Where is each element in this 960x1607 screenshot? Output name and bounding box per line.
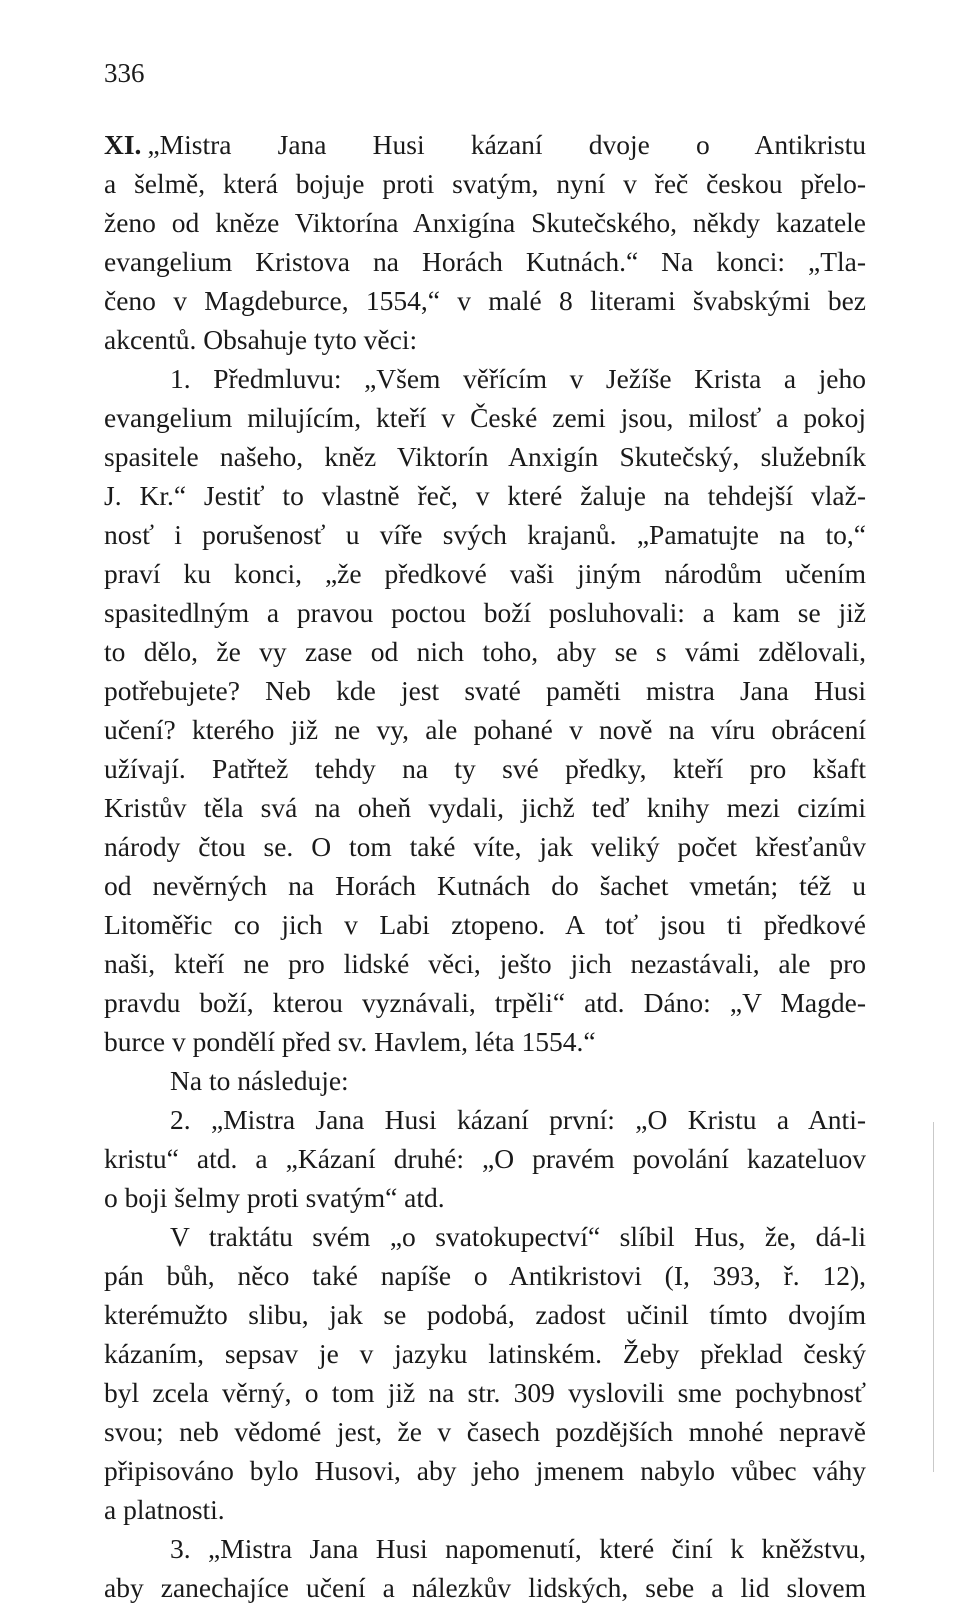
- text-line: aby zanechajíce učení a nálezkův lidských, sebe a lid slovem: [104, 1572, 866, 1603]
- text-line: V traktátu svém „o svatokupectví“ slíbil Hus, že, dá-li: [170, 1221, 866, 1252]
- margin-rule: [933, 1122, 934, 1472]
- text-line: svou; neb vědomé jest, že v časech pozdějších mnohé nepravě: [104, 1416, 866, 1447]
- line-text: „Mistra Jana Husi kázaní dvoje o Antikristu: [147, 129, 866, 160]
- text-line: evangelium milujícím, kteří v České zemi jsou, milosť a pokoj: [104, 402, 866, 433]
- text-line: to dělo, že vy zase od nich toho, aby se s vámi zdělovali,: [104, 636, 866, 667]
- text-line: 1. Předmluvu: „Všem věřícím v Ježíše Krista a jeho: [170, 363, 866, 394]
- text-line: a platnosti.: [104, 1494, 225, 1525]
- text-line: užívají. Patřtež tehdy na ty své předky, kteří pro kšaft: [104, 753, 866, 784]
- text-line: kristu“ atd. a „Kázaní druhé: „O pravém povolání kazateluov: [104, 1143, 866, 1174]
- text-line: nosť i porušenosť u víře svých krajanů. „Pamatujte na to,“: [104, 519, 866, 550]
- text-line: a šelmě, která bojuje proti svatým, nyní v řeč českou přelo-: [104, 168, 866, 199]
- text-line: od nevěrných na Horách Kutnách do šachet vmetán; též u: [104, 870, 866, 901]
- text-line: potřebujete? Neb kde jest svaté paměti mistra Jana Husi: [104, 675, 866, 706]
- text-line: pán bůh, něco také napíše o Antikristovi (I, 393, ř. 12),: [104, 1260, 866, 1291]
- text-line: spasitele našeho, kněz Viktorín Anxigín Skutečský, služebník: [104, 441, 866, 472]
- text-line: připisováno bylo Husovi, aby jeho jmenem nabylo vůbec váhy: [104, 1455, 866, 1486]
- text-line: spasitedlným a pravou poctou boží posluhovali: a kam se již: [104, 597, 866, 628]
- text-line: 2. „Mistra Jana Husi kázaní první: „O Kristu a Anti-: [170, 1104, 866, 1135]
- text-line: byl zcela věrný, o tom již na str. 309 vyslovili sme pochybnosť: [104, 1377, 866, 1408]
- text-line: Litoměřic co jich v Labi ztopeno. A toť jsou ti předkové: [104, 909, 866, 940]
- text-line: o boji šelmy proti svatým“ atd.: [104, 1182, 445, 1213]
- text-line: praví ku konci, „že předkové vaši jiným národům učením: [104, 558, 866, 589]
- text-line: kterémužto slibu, jak se podobá, zadost učinil tímto dvojím: [104, 1299, 866, 1330]
- text-line: evangelium Kristova na Horách Kutnách.“ Na konci: „Tla-: [104, 246, 866, 277]
- text-line: ženo od kněze Viktorína Anxigína Skutečského, někdy kazatele: [104, 207, 866, 238]
- text-line: kázaním, sepsav je v jazyku latinském. Žeby překlad český: [104, 1338, 866, 1369]
- page-number: 336: [104, 58, 145, 88]
- text-line: akcentů. Obsahuje tyto věci:: [104, 324, 418, 355]
- text-line: naši, kteří ne pro lidské věci, ješto jich nezastávali, ale pro: [104, 948, 866, 979]
- text-line: pravdu boží, kterou vyznávali, trpěli“ atd. Dáno: „V Magde-: [104, 987, 866, 1018]
- text-line: [104, 125, 866, 164]
- section-number: XI.: [104, 129, 142, 160]
- text-line: čeno v Magdeburce, 1554,“ v malé 8 literami švabskými bez: [104, 285, 866, 316]
- text-line: učení? kterého již ne vy, ale pohané v nově na víru obrácení: [104, 714, 866, 745]
- text-line: národy čtou se. O tom také víte, jak veliký počet křesťanův: [104, 831, 866, 862]
- text-line: burce v pondělí před sv. Havlem, léta 1554.“: [104, 1026, 596, 1057]
- body-text: [104, 125, 866, 1607]
- text-line: 3. „Mistra Jana Husi napomenutí, které činí k kněžstvu,: [170, 1533, 866, 1564]
- text-line: Kristův těla svá na oheň vydali, jichž teď knihy mezi cizími: [104, 792, 866, 823]
- text-line: Na to následuje:: [170, 1065, 349, 1096]
- text-line: J. Kr.“ Jestiť to vlastně řeč, v které žaluje na tehdejší vlaž-: [104, 480, 866, 511]
